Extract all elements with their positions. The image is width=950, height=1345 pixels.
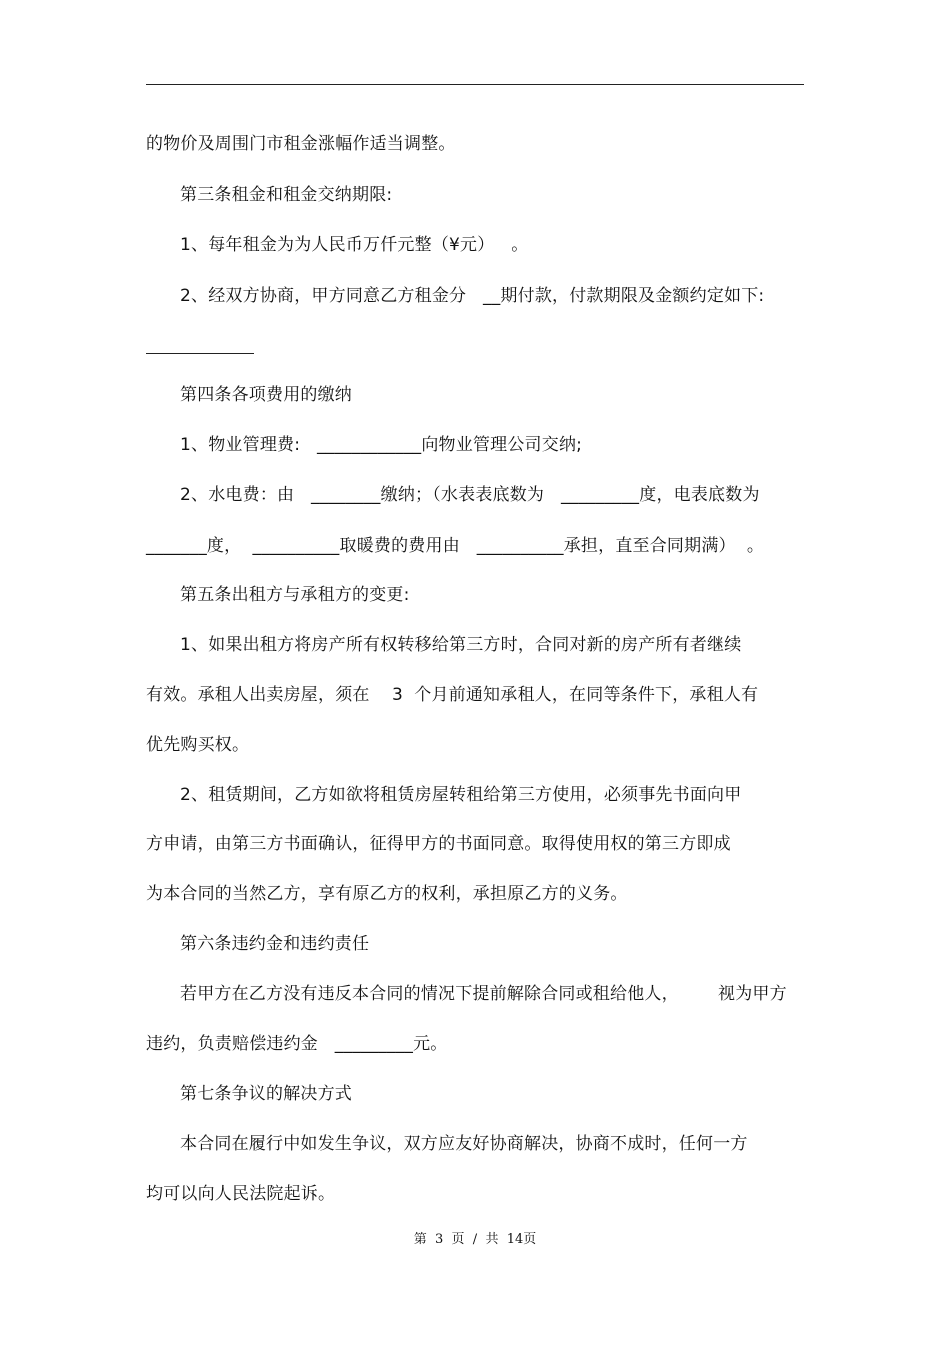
section-heading-article-4: 第四条各项费用的缴纳	[180, 385, 352, 405]
text-line: 1、如果出租方将房产所有权转移给第三方时，合同对新的房产所有者继续	[180, 635, 742, 655]
text-line: 2、水电费：由 ________缴纳；（水表表底数为 _________度，电表底数为	[180, 485, 760, 505]
text-line: 1、物业管理费: ____________向物业管理公司交纳;	[180, 435, 583, 455]
section-heading-article-3: 第三条租金和租金交纳期限:	[180, 185, 393, 205]
section-heading-article-5: 第五条出租方与承租方的变更:	[180, 585, 410, 605]
text-line: 的物价及周围门市租金涨幅作适当调整。	[146, 134, 456, 154]
text-line: 为本合同的当然乙方，享有原乙方的权利，承担原乙方的义务。	[146, 884, 628, 904]
text-line: 2、经双方协商，甲方同意乙方租金分 __期付款，付款期限及金额约定如下:	[180, 286, 765, 306]
text-line: 若甲方在乙方没有违反本合同的情况下提前解除合同或租给他人， 视为甲方	[180, 984, 787, 1004]
text-line: 本合同在履行中如发生争议，双方应友好协商解决，协商不成时，任何一方	[180, 1134, 748, 1154]
text-line: 1、每年租金为为人民币万仟元整（¥元） 。	[180, 235, 529, 255]
text-line: 方申请，由第三方书面确认，征得甲方的书面同意。取得使用权的第三方即成	[146, 834, 731, 854]
text-line: 均可以向人民法院起诉。	[146, 1184, 336, 1204]
fill-in-blank	[146, 353, 254, 354]
text-line: 有效。承租人出卖房屋，须在 3 个月前通知承租人，在同等条件下，承租人有	[146, 685, 759, 705]
page-number-footer: 第 3 页 / 共 14页	[413, 1232, 537, 1247]
section-heading-article-7: 第七条争议的解决方式	[180, 1084, 352, 1104]
header-rule	[146, 84, 804, 85]
section-heading-article-6: 第六条违约金和违约责任	[180, 934, 370, 954]
text-line: 违约，负责赔偿违约金 _________元。	[146, 1034, 448, 1054]
text-line: 优先购买权。	[146, 735, 250, 755]
text-line: 2、租赁期间，乙方如欲将租赁房屋转租给第三方使用，必须事先书面向甲	[180, 785, 742, 805]
text-line: _______度， __________取暖费的费用由 __________承担，直至合同期满） 。	[146, 536, 765, 556]
